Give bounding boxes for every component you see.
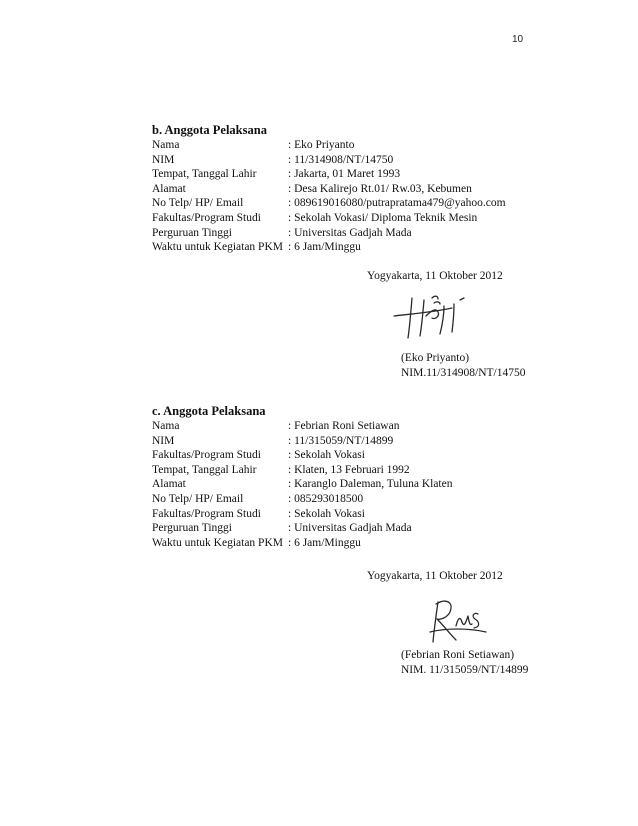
field-label: NIM bbox=[152, 153, 175, 166]
field-value: : Karanglo Daleman, Tuluna Klaten bbox=[288, 478, 453, 491]
field-label: Fakultas/Program Studi bbox=[152, 507, 261, 520]
field-label: Perguruan Tinggi bbox=[152, 226, 232, 239]
field-row-time bbox=[152, 240, 572, 255]
signer-name: (Febrian Roni Setiawan) bbox=[401, 649, 515, 661]
field-row-faculty bbox=[152, 211, 572, 226]
signature-eko-image bbox=[380, 286, 490, 346]
signer-nim: NIM. 11/315059/NT/14899 bbox=[401, 663, 529, 676]
field-label: No Telp/ HP/ Email bbox=[152, 197, 244, 210]
field-label: Tempat, Tanggal Lahir bbox=[152, 463, 257, 476]
field-value: : 6 Jam/Minggu bbox=[288, 241, 361, 254]
field-row-birth bbox=[152, 167, 572, 182]
field-row-address bbox=[152, 182, 572, 197]
field-value: : Jakarta, 01 Maret 1993 bbox=[288, 168, 401, 181]
field-value: : Universitas Gadjah Mada bbox=[288, 522, 412, 535]
field-label: Alamat bbox=[152, 478, 186, 491]
field-row-nim bbox=[152, 434, 572, 449]
signature-febrian-image bbox=[424, 592, 494, 648]
field-label: NIM bbox=[152, 434, 175, 447]
signer-block-b bbox=[401, 351, 525, 380]
field-value: : Sekolah Vokasi bbox=[288, 507, 365, 520]
signer-block-c bbox=[401, 648, 528, 677]
field-value: : 089619016080/putrapratama479@yahoo.com bbox=[288, 197, 506, 210]
field-value: : Sekolah Vokasi bbox=[288, 449, 365, 462]
field-row-contact bbox=[152, 196, 572, 211]
field-label: Waktu untuk Kegiatan PKM bbox=[152, 536, 283, 549]
field-value: : Febrian Roni Setiawan bbox=[288, 420, 400, 432]
field-label: Waktu untuk Kegiatan PKM bbox=[152, 241, 283, 254]
field-row-university bbox=[152, 226, 572, 241]
field-row-address bbox=[152, 477, 572, 492]
page-number: 10 bbox=[512, 34, 524, 45]
field-row-faculty bbox=[152, 448, 572, 463]
field-label: Perguruan Tinggi bbox=[152, 522, 232, 535]
member-section-c bbox=[152, 404, 572, 550]
section-heading: b. Anggota Pelaksana bbox=[152, 123, 267, 137]
field-row-nama bbox=[152, 138, 572, 153]
field-row-nim bbox=[152, 153, 572, 168]
field-row-university bbox=[152, 521, 572, 536]
signer-name: (Eko Priyanto) bbox=[401, 352, 470, 364]
field-value: : 085293018500 bbox=[288, 492, 364, 505]
field-value: : 11/314908/NT/14750 bbox=[288, 153, 394, 166]
field-label: Nama bbox=[152, 420, 180, 432]
field-row-birth bbox=[152, 463, 572, 478]
field-row-contact bbox=[152, 492, 572, 507]
section-heading: c. Anggota Pelaksana bbox=[152, 404, 266, 418]
field-label: Tempat, Tanggal Lahir bbox=[152, 168, 257, 181]
field-row-nama bbox=[152, 419, 572, 434]
signer-nim: NIM.11/314908/NT/14750 bbox=[401, 366, 526, 379]
field-value: : Klaten, 13 Februari 1992 bbox=[288, 463, 410, 476]
field-label: Nama bbox=[152, 139, 180, 151]
field-row-faculty-2 bbox=[152, 507, 572, 522]
field-value: : Universitas Gadjah Mada bbox=[288, 226, 412, 239]
field-row-time bbox=[152, 536, 572, 551]
field-value: : Desa Kalirejo Rt.01/ Rw.03, Kebumen bbox=[288, 182, 472, 195]
field-value: : Eko Priyanto bbox=[288, 139, 355, 151]
member-section-b bbox=[152, 123, 572, 255]
place-date-b: Yogyakarta, 11 Oktober 2012 bbox=[367, 270, 503, 282]
field-label: Fakultas/Program Studi bbox=[152, 449, 261, 462]
place-date-c: Yogyakarta, 11 Oktober 2012 bbox=[367, 570, 503, 582]
field-value: : 11/315059/NT/14899 bbox=[288, 434, 394, 447]
field-label: Alamat bbox=[152, 182, 186, 195]
field-label: Fakultas/Program Studi bbox=[152, 211, 261, 224]
field-value: : Sekolah Vokasi/ Diploma Teknik Mesin bbox=[288, 211, 478, 224]
field-value: : 6 Jam/Minggu bbox=[288, 536, 361, 549]
field-label: No Telp/ HP/ Email bbox=[152, 492, 244, 505]
